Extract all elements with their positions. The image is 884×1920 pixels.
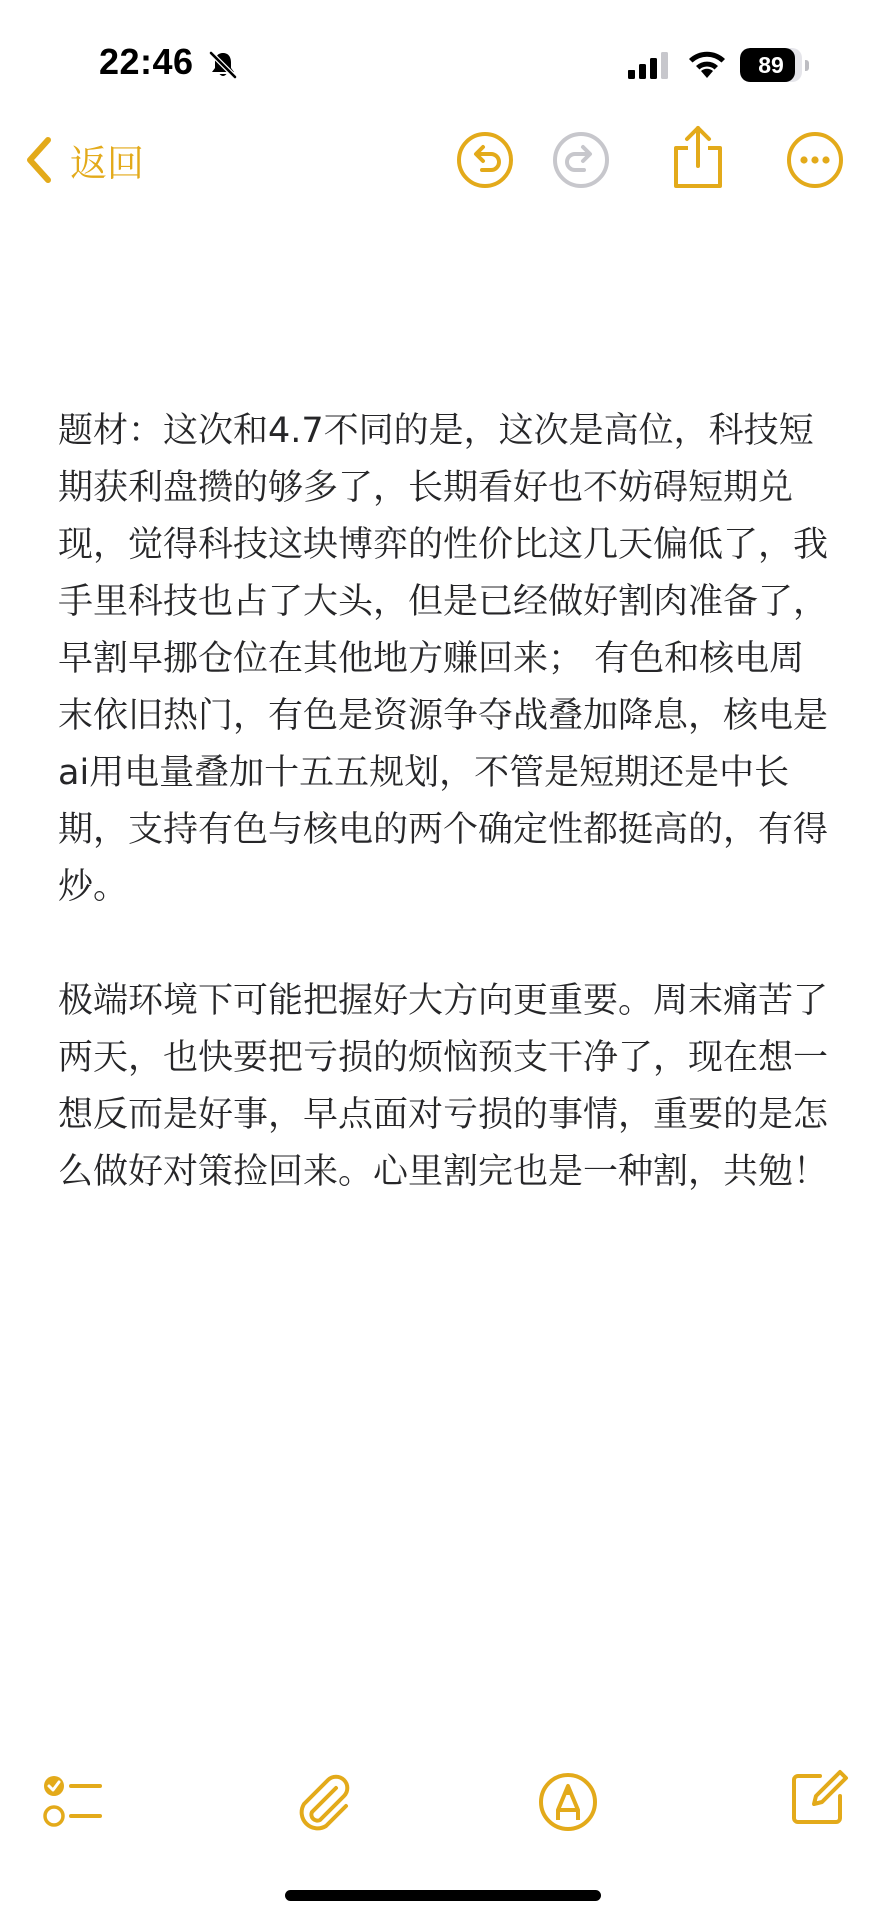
markup-pen-icon[interactable] [536,1770,600,1834]
wifi-icon [686,48,728,80]
battery-icon [740,48,810,82]
compose-icon[interactable] [786,1764,850,1828]
back-button[interactable] [22,130,144,190]
home-indicator[interactable] [285,1890,601,1901]
chevron-left-icon [22,134,56,186]
more-icon[interactable] [785,130,845,190]
checklist-icon[interactable] [40,1772,104,1830]
cellular-signal-icon [628,51,670,81]
navigation-bar [0,120,884,200]
note-body[interactable] [58,403,838,1201]
battery-body [740,48,802,82]
redo-icon [551,130,611,190]
bottom-toolbar [0,1770,884,1850]
battery-level: 89 [758,52,784,78]
bell-slash-icon [207,49,239,81]
note-paragraph[interactable]: 极端环境下可能把握好大方向更重要。周末痛苦了两天，也快要把亏损的烦恼预支干净了，现在想一想反而是好事，早点面对亏损的事情，重要的是怎么做好对策捡回来。心里割完也是一种割，共勉！ [58,981,829,1192]
share-icon[interactable] [670,124,726,192]
status-time: 22:46 [99,41,194,82]
note-paragraph[interactable]: 题材：这次和4.7不同的是，这次是高位，科技短期获利盘攒的够多了，长期看好也不妨碍短期兑现，觉得科技这块博弈的性价比这几天偏低了，我手里科技也占了大头，但是已经做好割肉准备了，早割早挪仓位在其他地方赚回来； 有色和核电周末依旧热门，有色是资源争夺战叠加降息，核电是ai用电量叠加十五五规划，不管是短期还是中长期，支持有色与核电的两个确定性都挺高的，有得炒。 [58,411,829,907]
battery-cap [805,60,809,71]
status-bar [0,0,884,130]
undo-icon[interactable] [455,130,515,190]
paperclip-icon[interactable] [292,1770,356,1834]
back-label: 返回 [70,142,144,185]
